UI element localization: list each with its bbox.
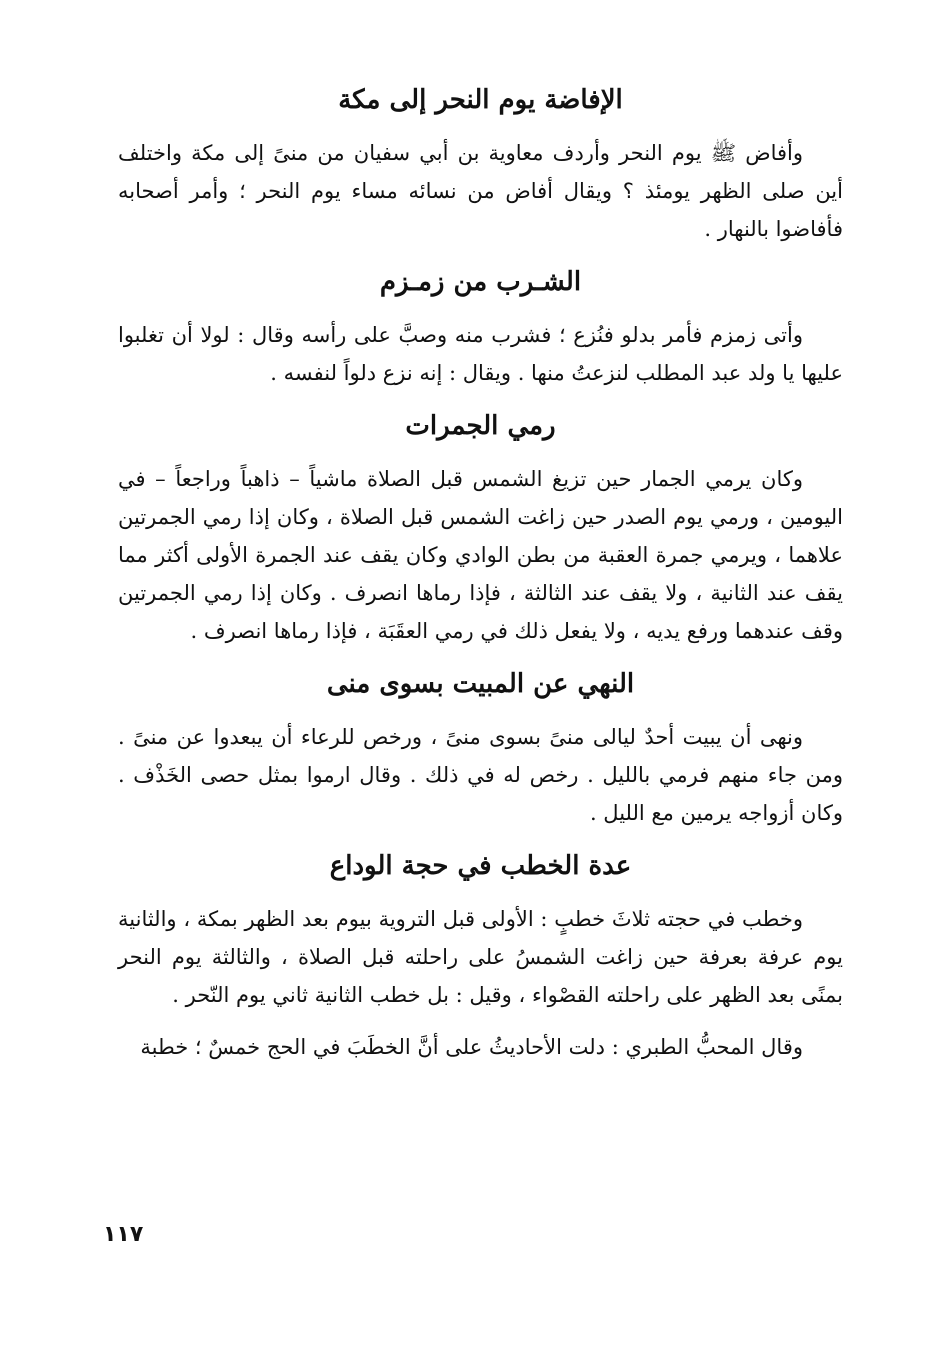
- paragraph: وأفاض ﷺ يوم النحر وأردف معاوية بن أبي سفيان من منىً إلى مكة واختلف أين صلى الظهر يومئذ ؟ ويقال أفاض من نسائه مساء يوم النحر ؛ وأمر أصحابه فأفاضوا بالنهار .: [118, 141, 843, 241]
- paragraph: ونهى أن يبيت أحدٌ ليالى منىً بسوى منىً ، ورخص للرعاء أن يبعدوا عن منىً . ومن جاء منهم فرمي بالليل . رخص له في ذلك . وقال ارموا بمثل حصى الخَذْف . وكان أزواجه يرمين مع الليل .: [118, 725, 843, 825]
- paragraph: وأتى زمزم فأمر بدلو فنُزع ؛ فشرب منه وصبَّ على رأسه وقال : لولا أن تغلبوا عليها يا ولد عبد المطلب لنزعتُ منها . ويقال : إنه نزع دلواً لنفسه .: [118, 323, 843, 385]
- paragraph: وخطب في حجته ثلاثَ خطبٍ : الأولى قبل التروية بيوم بعد الظهر بمكة ، والثانية يوم عرفة بعرفة حين زاغت الشمسُ على راحلته قبل الصلاة ، والثالثة يوم النحر بمنًى بعد الظهر على راحلته القصْواء ، وقيل : بل خطب الثانية ثاني يوم النّحر .: [118, 907, 844, 1007]
- section-mabit: [118, 664, 843, 832]
- section-title: الشـرب من زمـزم: [379, 267, 582, 297]
- section-title: رمي الجمرات: [405, 411, 556, 441]
- section-khutab: [118, 846, 843, 1066]
- document-page: [118, 80, 843, 1080]
- section-title: الإفاضة يوم النحر إلى مكة: [338, 85, 623, 115]
- section-title: النهي عن المبيت بسوى منى: [326, 669, 635, 699]
- page-number: ١١٧: [103, 1222, 144, 1247]
- section-jamarat: [118, 406, 843, 650]
- section-ifada: [118, 80, 843, 248]
- section-zamzam: [118, 262, 843, 392]
- section-title: عدة الخطب في حجة الوداع: [329, 851, 632, 881]
- paragraph: وقال المحبُّ الطبري : دلت الأحاديثُ على أنَّ الخطَبَ في الحج خمسٌ ؛ خطبة: [140, 1035, 803, 1059]
- paragraph: وكان يرمي الجمار حين تزيغ الشمس قبل الصلاة ماشياً – ذاهباً وراجعاً – في اليومين ، ورمي يوم الصدر حين زاغت الشمس قبل الصلاة ، وكان إذا رمي الجمرتين علاهما ، ويرمي جمرة العقبة من بطن الوادي وكان يقف عند الجمرة الأولى أكثر مما يقف عند الثانية ، ولا يقف عند الثالثة ، فإذا رماها انصرف . وكان إذا رمي الجمرتين وقف عندهما ورفع يديه ، ولا يفعل ذلك في رمي العقَبَة ، فإذا رماها انصرف .: [118, 467, 843, 643]
